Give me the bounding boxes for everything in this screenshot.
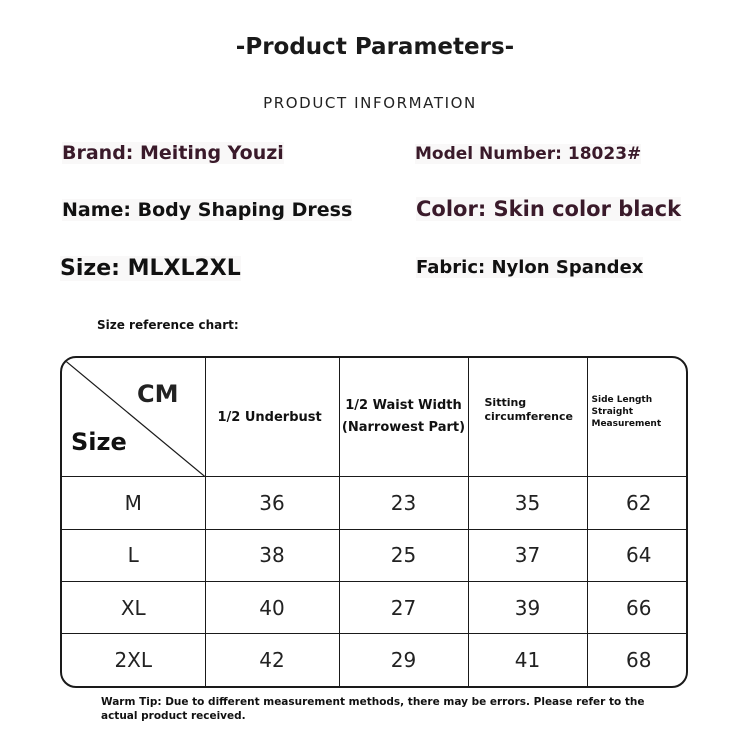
table-row xyxy=(62,581,688,633)
header-underbust: 1/2 Underbust xyxy=(205,358,339,477)
underbust-cell: 42 xyxy=(205,634,339,686)
underbust-cell: 38 xyxy=(205,529,339,581)
corner-header-cell xyxy=(62,358,205,477)
header-side-length xyxy=(587,358,688,477)
unit-label: CM xyxy=(137,380,179,408)
header-waist-line-2: (Narrowest Part) xyxy=(341,420,466,436)
table-header-row xyxy=(62,358,688,477)
size-cell: 2XL xyxy=(62,634,205,686)
underbust-cell: 40 xyxy=(205,581,339,633)
warm-tip-note: Warm Tip: Due to different measurement methods, there may be errors. Please refer to the actual product received. xyxy=(101,696,645,722)
size-cell: M xyxy=(62,477,205,529)
header-sitting-circumference xyxy=(468,358,587,477)
header-sitting-line-1: Sitting xyxy=(484,396,527,410)
section-subtitle: PRODUCT INFORMATION xyxy=(263,94,477,112)
size-cell: XL xyxy=(62,581,205,633)
size-column-label: Size xyxy=(71,428,127,457)
table-row xyxy=(62,634,688,686)
model-number-param: Model Number: 18023# xyxy=(415,144,642,164)
sitting-cell: 37 xyxy=(468,529,587,581)
brand-param: Brand: Meiting Youzi xyxy=(62,142,284,164)
color-param: Color: Skin color black xyxy=(416,197,682,221)
underbust-cell: 36 xyxy=(205,477,339,529)
header-side-line-2: Straight xyxy=(591,407,634,418)
header-side-line-3: Measurement xyxy=(591,419,662,430)
waist-cell: 29 xyxy=(339,634,468,686)
name-param: Name: Body Shaping Dress xyxy=(62,199,353,221)
waist-cell: 23 xyxy=(339,477,468,529)
page-title: -Product Parameters- xyxy=(235,34,515,60)
diagonal-divider xyxy=(62,358,205,476)
header-side-line-1: Side Length xyxy=(591,395,653,406)
size-table xyxy=(60,356,688,688)
sitting-cell: 41 xyxy=(468,634,587,686)
size-param: Size: MLXL2XL xyxy=(60,256,241,281)
side-length-cell: 64 xyxy=(587,529,688,581)
table-row xyxy=(62,477,688,529)
side-length-cell: 66 xyxy=(587,581,688,633)
header-waist-width xyxy=(339,358,468,477)
size-chart-label: Size reference chart: xyxy=(97,318,239,332)
waist-cell: 27 xyxy=(339,581,468,633)
fabric-param: Fabric: Nylon Spandex xyxy=(416,257,644,278)
sitting-cell: 35 xyxy=(468,477,587,529)
side-length-cell: 68 xyxy=(587,634,688,686)
waist-cell: 25 xyxy=(339,529,468,581)
header-waist-line-1: 1/2 Waist Width xyxy=(345,398,462,414)
side-length-cell: 62 xyxy=(587,477,688,529)
sitting-cell: 39 xyxy=(468,581,587,633)
table-row xyxy=(62,529,688,581)
size-cell: L xyxy=(62,529,205,581)
header-sitting-line-2: circumference xyxy=(484,410,573,424)
